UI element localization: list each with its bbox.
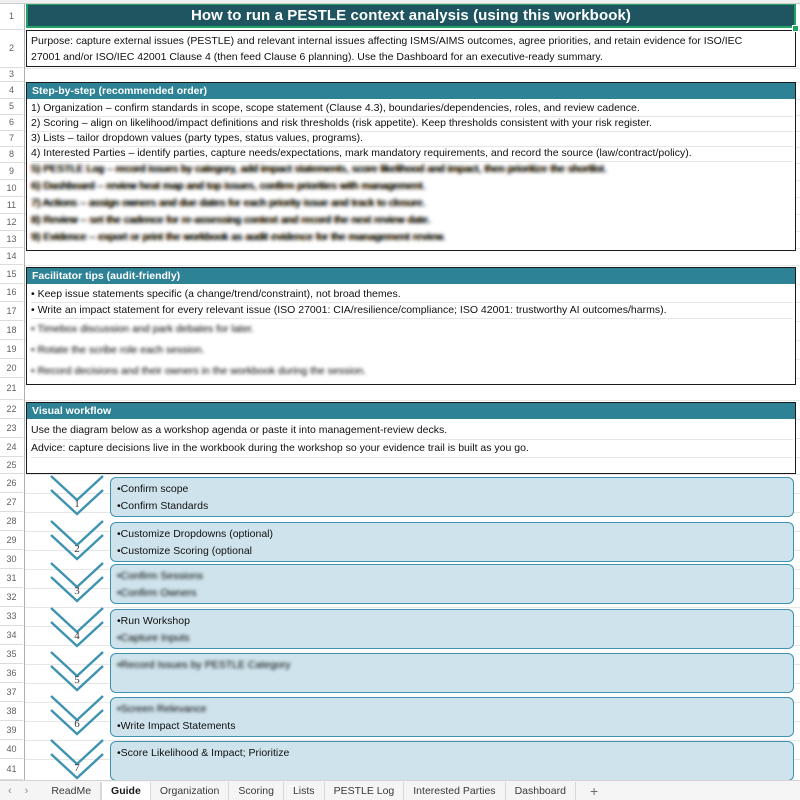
workflow-step-line-redacted: •Confirm Sessions	[117, 570, 203, 582]
workflow-step-box[interactable]	[110, 653, 794, 693]
row-header[interactable]: 8	[0, 147, 23, 163]
row-header[interactable]: 40	[0, 740, 23, 759]
workflow-intro-line[interactable]: Advice: capture decisions live in the workbook during the workshop so your evidence trail is built as you go.	[31, 439, 793, 458]
tip-item-redacted[interactable]: • Timebox discussion and park debates for later.	[31, 322, 255, 335]
row-header[interactable]: 38	[0, 702, 23, 721]
workflow-step-box[interactable]	[110, 477, 794, 517]
row-header[interactable]: 39	[0, 721, 23, 740]
row-header[interactable]: 14	[0, 248, 23, 265]
row-header[interactable]: 24	[0, 438, 23, 457]
workflow-step-box[interactable]	[110, 564, 794, 604]
row-header[interactable]: 36	[0, 664, 23, 683]
sheet-tab-readme[interactable]: ReadMe	[42, 782, 101, 800]
sheet-tab-guide[interactable]: Guide	[101, 782, 151, 800]
row-header-column	[0, 0, 25, 780]
step-item-redacted[interactable]: 8) Review – set the cadence for re-assessing context and record the next review date.	[31, 213, 431, 226]
workflow-step-box[interactable]	[110, 741, 794, 781]
column-header-strip	[0, 0, 800, 4]
sheet-tab-bar	[0, 780, 800, 800]
workflow-step-line-redacted: •Record Issues by PESTLE Category	[117, 659, 291, 671]
row-header[interactable]: 34	[0, 626, 23, 645]
step-item-redacted[interactable]: 6) Dashboard – review heat map and top issues, confirm priorities with management.	[31, 179, 426, 192]
sheet-nav-arrows	[8, 785, 28, 797]
section-header-facilitator-tips-label: Facilitator tips (audit-friendly)	[32, 270, 181, 282]
workflow-step-line-redacted: •Confirm Owners	[117, 587, 197, 599]
section-header-visual-workflow	[26, 402, 796, 419]
step-item[interactable]: 2) Scoring – align on likelihood/impact definitions and risk thresholds (risk appetite). Keep thresholds consistent with your risk register.	[31, 116, 793, 132]
row-header[interactable]: 13	[0, 231, 23, 248]
row-header[interactable]: 35	[0, 645, 23, 664]
workflow-step-line: •Confirm scope	[117, 483, 189, 495]
workflow-step[interactable]	[26, 650, 796, 694]
row-header[interactable]: 18	[0, 321, 23, 340]
row-header[interactable]: 28	[0, 512, 23, 531]
row-header[interactable]: 15	[0, 265, 23, 284]
chevron-down-icon	[48, 519, 106, 565]
tip-item[interactable]: • Write an impact statement for every relevant issue (ISO 27001: CIA/resilience/compliance; ISO 42001: trustworthy AI outcomes/harms).	[31, 302, 793, 319]
row-header[interactable]: 30	[0, 550, 23, 569]
workflow-step-number: 1	[74, 498, 80, 510]
step-item[interactable]: 1) Organization – confirm standards in scope, scope statement (Clause 4.3), boundaries/dependencies, roles, and review cadence.	[31, 101, 793, 117]
workflow-step-box[interactable]	[110, 697, 794, 737]
workflow-step-line: •Confirm Standards	[117, 500, 209, 512]
sheet-tab-dashboard[interactable]: Dashboard	[506, 782, 576, 800]
workflow-step-line-redacted: •Screen Relevance	[117, 703, 207, 715]
workflow-step-number: 5	[74, 674, 80, 686]
workflow-step-box[interactable]	[110, 609, 794, 649]
page-title[interactable]	[26, 3, 796, 28]
row-header[interactable]: 1	[0, 3, 23, 30]
workflow-step[interactable]	[26, 474, 796, 518]
row-header[interactable]: 23	[0, 419, 23, 438]
workflow-step-line: •Write Impact Statements	[117, 720, 236, 732]
workflow-step-line: •Score Likelihood & Impact; Prioritize	[117, 747, 290, 759]
section-body-visual-workflow	[26, 419, 796, 474]
row-header[interactable]: 20	[0, 359, 23, 378]
row-header[interactable]: 16	[0, 284, 23, 302]
row-header[interactable]: 25	[0, 457, 23, 474]
workflow-step-number: 2	[74, 543, 80, 555]
row-header[interactable]: 5	[0, 99, 23, 115]
sheet-tab-lists[interactable]: Lists	[284, 782, 325, 800]
chevron-down-icon	[48, 561, 106, 607]
row-header[interactable]: 11	[0, 197, 23, 214]
workflow-step-number: 6	[74, 718, 80, 730]
row-header[interactable]: 10	[0, 180, 23, 197]
workflow-step-box[interactable]	[110, 522, 794, 562]
selection-fill-handle[interactable]	[792, 25, 799, 32]
chevron-down-icon	[48, 606, 106, 652]
row-header[interactable]: 22	[0, 400, 23, 419]
workflow-step-number: 7	[74, 762, 80, 774]
workflow-intro-line[interactable]: Use the diagram below as a workshop agenda or paste it into management-review decks.	[31, 421, 793, 440]
purpose-line-1: Purpose: capture external issues (PESTLE) and relevant internal issues affecting ISMS/AIMS outcomes, agree priorities, and retain evidence for ISO/IEC	[31, 35, 743, 47]
purpose-cell[interactable]	[26, 30, 796, 67]
step-item[interactable]: 4) Interested Parties – identify parties, capture needs/expectations, mark mandatory requirements, and record the source (law/contract/policy).	[31, 146, 793, 162]
tip-item-redacted[interactable]: • Record decisions and their owners in the workbook during the session.	[31, 364, 367, 377]
row-header[interactable]: 9	[0, 163, 23, 180]
tip-item[interactable]: • Keep issue statements specific (a change/trend/constraint), not broad themes.	[31, 286, 793, 303]
row-header[interactable]: 19	[0, 340, 23, 359]
row-header[interactable]: 32	[0, 588, 23, 607]
add-sheet-button[interactable]: +	[589, 783, 599, 799]
chevron-left-icon[interactable]: ‹	[8, 785, 12, 797]
sheet-tab-organization[interactable]: Organization	[151, 782, 230, 800]
row-header[interactable]: 41	[0, 759, 23, 780]
workflow-step-line: •Run Workshop	[117, 615, 190, 627]
workflow-step[interactable]	[26, 561, 796, 605]
section-header-step-by-step-label: Step-by-step (recommended order)	[32, 85, 208, 97]
section-body-facilitator-tips	[26, 284, 796, 385]
row-header[interactable]: 2	[0, 30, 23, 68]
step-item-redacted[interactable]: 5) PESTLE Log – record issues by category, add impact statements, score likelihood and impact, then prioritize the shortlist.	[31, 162, 607, 175]
workflow-step[interactable]	[26, 738, 796, 782]
section-body-step-by-step	[26, 99, 796, 251]
sheet-tab-interested-parties[interactable]: Interested Parties	[404, 782, 505, 800]
step-item[interactable]: 3) Lists – tailor dropdown values (party types, status values, programs).	[31, 131, 793, 147]
sheet-tab-pestle-log[interactable]: PESTLE Log	[325, 782, 405, 800]
step-item-redacted[interactable]: 7) Actions – assign owners and due dates for each priority issue and track to closure.	[31, 196, 426, 209]
step-item-redacted[interactable]: 9) Evidence – export or print the workbook as audit evidence for the management review.	[31, 230, 446, 243]
workflow-step[interactable]	[26, 519, 796, 563]
row-header[interactable]: 4	[0, 82, 23, 99]
tip-item-redacted[interactable]: • Rotate the scribe role each session.	[31, 343, 205, 356]
row-header[interactable]: 6	[0, 115, 23, 131]
section-header-facilitator-tips	[26, 267, 796, 284]
row-header[interactable]: 3	[0, 68, 23, 82]
chevron-down-icon	[48, 738, 106, 784]
purpose-line-2: 27001 and/or ISO/IEC 42001 Clause 4 (then feed Clause 6 planning). Use the Dashboard for an executive-ready summary.	[31, 51, 603, 63]
row-header[interactable]: 33	[0, 607, 23, 626]
section-header-step-by-step	[26, 82, 796, 99]
workflow-step-number: 3	[74, 585, 80, 597]
workflow-step[interactable]	[26, 606, 796, 650]
section-header-visual-workflow-label: Visual workflow	[32, 405, 112, 417]
sheet-tab-scoring[interactable]: Scoring	[229, 782, 284, 800]
chevron-down-icon	[48, 694, 106, 740]
row-header[interactable]: 31	[0, 569, 23, 588]
chevron-down-icon	[48, 474, 106, 520]
row-header[interactable]: 37	[0, 683, 23, 702]
workflow-step-line: •Customize Scoring (optional	[117, 545, 252, 557]
workflow-step-line: •Customize Dropdowns (optional)	[117, 528, 273, 540]
cell-area	[24, 0, 800, 780]
row-header[interactable]: 29	[0, 531, 23, 550]
row-header[interactable]: 27	[0, 493, 23, 512]
row-header[interactable]: 17	[0, 302, 23, 321]
row-header[interactable]: 26	[0, 474, 23, 493]
sheet-tabs	[42, 782, 576, 800]
row-header[interactable]: 12	[0, 214, 23, 231]
workflow-step[interactable]	[26, 694, 796, 738]
workflow-step-line-redacted: •Capture Inputs	[117, 632, 190, 644]
page-title-text: How to run a PESTLE context analysis (using this workbook)	[190, 7, 632, 24]
row-header[interactable]: 21	[0, 378, 23, 400]
chevron-down-icon	[48, 650, 106, 696]
row-header[interactable]: 7	[0, 131, 23, 147]
chevron-right-icon[interactable]: ›	[24, 785, 29, 797]
workflow-step-number: 4	[74, 630, 80, 642]
